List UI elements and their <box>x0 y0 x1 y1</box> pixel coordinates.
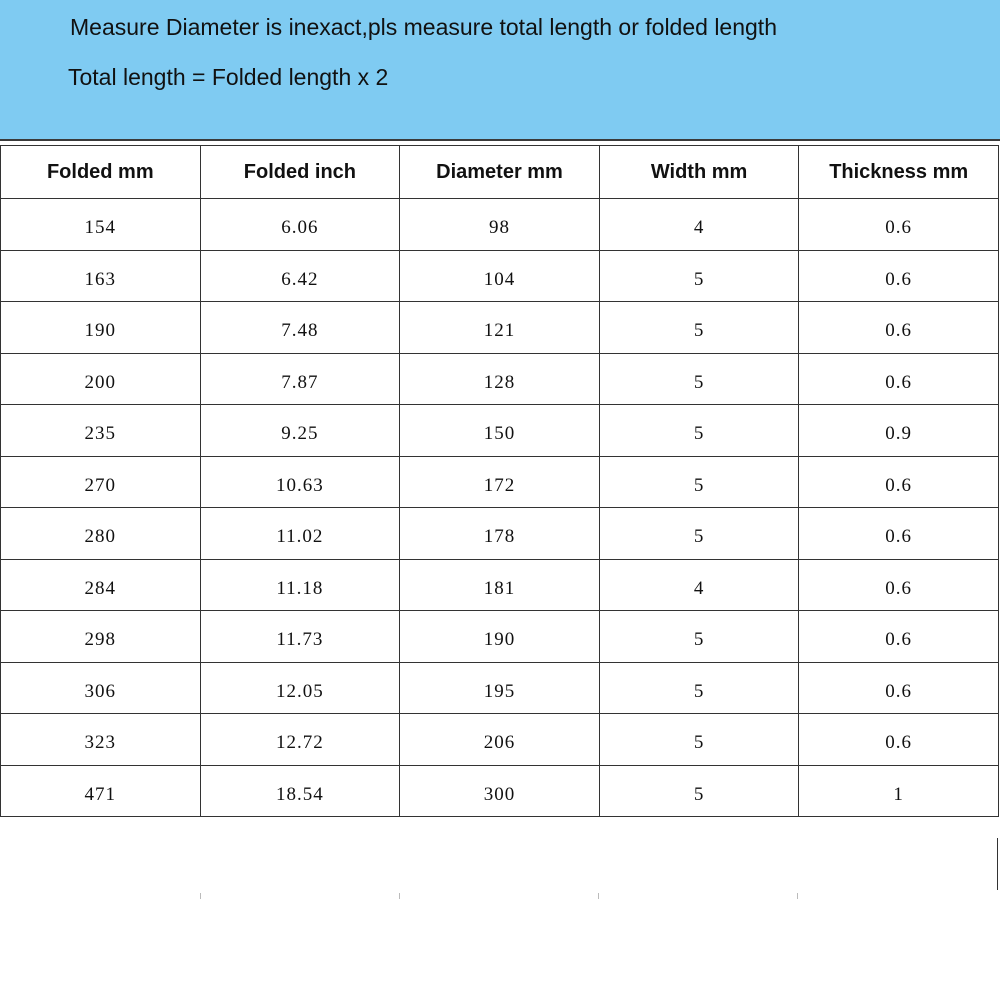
header-folded-inch: Folded inch <box>200 146 400 199</box>
cell-width-mm: 5 <box>599 508 799 560</box>
cell-thickness-mm: 0.9 <box>799 405 999 457</box>
cell-folded-inch: 9.25 <box>200 405 400 457</box>
cell-width-mm: 4 <box>599 559 799 611</box>
cell-width-mm: 5 <box>599 611 799 663</box>
cell-thickness-mm: 0.6 <box>799 456 999 508</box>
cell-folded-inch: 6.42 <box>200 250 400 302</box>
measurement-note: Measure Diameter is inexact,pls measure total length or folded length <box>70 14 777 40</box>
cell-thickness-mm: 0.6 <box>799 714 999 766</box>
cell-thickness-mm: 0.6 <box>799 353 999 405</box>
cell-width-mm: 5 <box>599 405 799 457</box>
total-length-formula: Total length = Folded length x 2 <box>68 64 389 90</box>
cell-diameter-mm: 206 <box>400 714 600 766</box>
cell-width-mm: 5 <box>599 714 799 766</box>
header-width-mm: Width mm <box>599 146 799 199</box>
cell-width-mm: 5 <box>599 250 799 302</box>
cell-diameter-mm: 195 <box>400 662 600 714</box>
cell-folded-mm: 471 <box>1 765 201 817</box>
cell-folded-inch: 18.54 <box>200 765 400 817</box>
table-row <box>1 405 999 457</box>
table-row <box>1 611 999 663</box>
cell-folded-inch: 11.73 <box>200 611 400 663</box>
cell-width-mm: 4 <box>599 199 799 251</box>
header-row <box>1 146 999 199</box>
cell-folded-inch: 11.02 <box>200 508 400 560</box>
cell-folded-inch: 7.87 <box>200 353 400 405</box>
cell-diameter-mm: 190 <box>400 611 600 663</box>
cell-folded-inch: 12.05 <box>200 662 400 714</box>
cell-thickness-mm: 0.6 <box>799 199 999 251</box>
cell-folded-inch: 11.18 <box>200 559 400 611</box>
size-table <box>0 145 999 817</box>
cell-thickness-mm: 0.6 <box>799 508 999 560</box>
cell-folded-mm: 154 <box>1 199 201 251</box>
cell-diameter-mm: 300 <box>400 765 600 817</box>
grid-stub <box>200 893 201 899</box>
cell-diameter-mm: 178 <box>400 508 600 560</box>
table-row <box>1 714 999 766</box>
header-diameter-mm: Diameter mm <box>400 146 600 199</box>
cell-folded-inch: 10.63 <box>200 456 400 508</box>
cell-width-mm: 5 <box>599 662 799 714</box>
cell-diameter-mm: 172 <box>400 456 600 508</box>
size-table-body <box>1 199 999 817</box>
header-thickness-mm: Thickness mm <box>799 146 999 199</box>
cell-folded-inch: 6.06 <box>200 199 400 251</box>
cell-width-mm: 5 <box>599 765 799 817</box>
cell-width-mm: 5 <box>599 353 799 405</box>
cell-width-mm: 5 <box>599 302 799 354</box>
cell-folded-mm: 280 <box>1 508 201 560</box>
table-row <box>1 662 999 714</box>
cell-folded-inch: 7.48 <box>200 302 400 354</box>
cell-diameter-mm: 104 <box>400 250 600 302</box>
size-table-header <box>1 146 999 199</box>
cell-diameter-mm: 150 <box>400 405 600 457</box>
cell-width-mm: 5 <box>599 456 799 508</box>
cell-diameter-mm: 128 <box>400 353 600 405</box>
table-row <box>1 765 999 817</box>
cell-thickness-mm: 0.6 <box>799 559 999 611</box>
table-row <box>1 302 999 354</box>
cell-folded-inch: 12.72 <box>200 714 400 766</box>
table-row <box>1 250 999 302</box>
cell-folded-mm: 323 <box>1 714 201 766</box>
cell-thickness-mm: 0.6 <box>799 611 999 663</box>
cell-folded-mm: 190 <box>1 302 201 354</box>
cell-diameter-mm: 181 <box>400 559 600 611</box>
cell-thickness-mm: 0.6 <box>799 662 999 714</box>
table-row <box>1 199 999 251</box>
cell-folded-mm: 298 <box>1 611 201 663</box>
cell-folded-mm: 235 <box>1 405 201 457</box>
info-banner <box>0 0 1000 141</box>
cell-folded-mm: 163 <box>1 250 201 302</box>
grid-stub <box>598 893 599 899</box>
cell-diameter-mm: 98 <box>400 199 600 251</box>
table-row <box>1 353 999 405</box>
cell-thickness-mm: 1 <box>799 765 999 817</box>
cell-folded-mm: 284 <box>1 559 201 611</box>
table-row <box>1 508 999 560</box>
table-row <box>1 559 999 611</box>
cell-folded-mm: 270 <box>1 456 201 508</box>
cell-thickness-mm: 0.6 <box>799 302 999 354</box>
grid-stub <box>797 893 798 899</box>
cell-diameter-mm: 121 <box>400 302 600 354</box>
cell-folded-mm: 200 <box>1 353 201 405</box>
cell-thickness-mm: 0.6 <box>799 250 999 302</box>
grid-stub <box>399 893 400 899</box>
cell-folded-mm: 306 <box>1 662 201 714</box>
grid-stub <box>997 838 998 890</box>
table-row <box>1 456 999 508</box>
header-folded-mm: Folded mm <box>1 146 201 199</box>
